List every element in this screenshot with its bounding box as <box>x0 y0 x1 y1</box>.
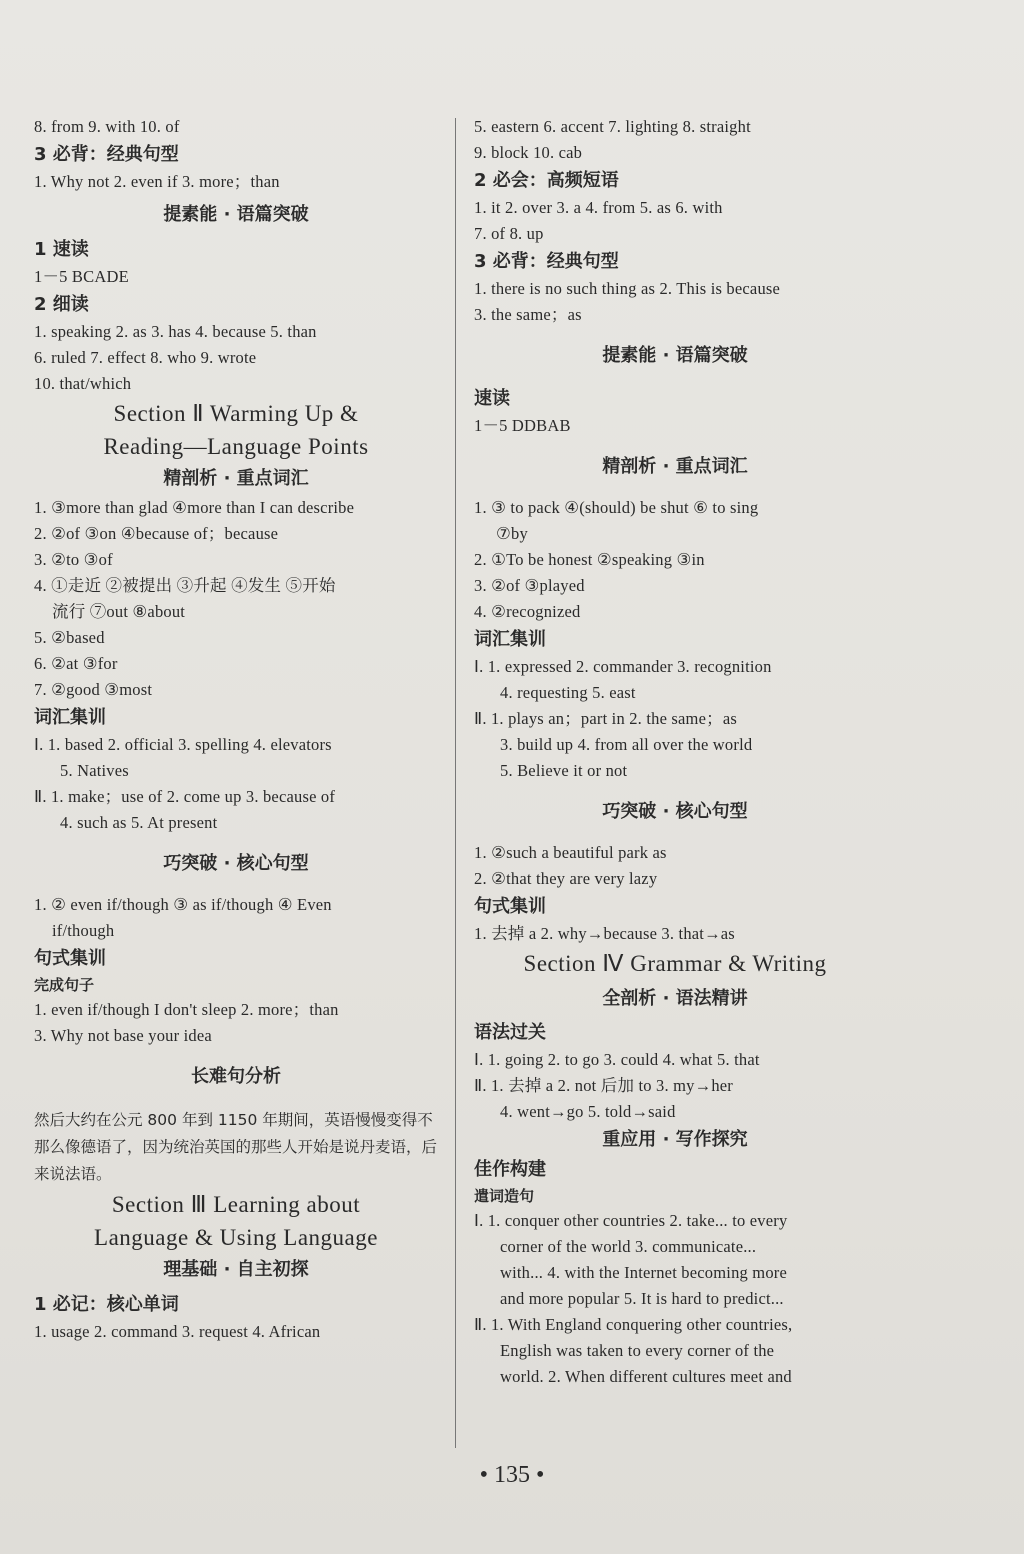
answer-line: 1. ③more than glad ④more than I can describe <box>34 498 355 517</box>
heading-wancheng: 完成句子 <box>34 976 95 994</box>
column-divider <box>455 118 456 1448</box>
answer-line: 10. that/which <box>34 374 132 393</box>
answer-line: 4. went→go 5. told→said <box>500 1102 676 1121</box>
answer-line: 1. ② even if/though ③ as if/though ④ Even <box>34 895 332 914</box>
section-heading: 重应用 · 写作探究 <box>602 1129 748 1150</box>
answer-line: 1. 去掉 a 2. why→because 3. that→as <box>474 924 735 943</box>
heading-yufa: 语法过关 <box>474 1022 546 1043</box>
heading-jiazuo: 佳作构建 <box>474 1159 546 1180</box>
answer-line: 5. Believe it or not <box>500 761 628 780</box>
heading-cihui: 词汇集训 <box>34 707 106 728</box>
answer-line: 1. ③ to pack ④(should) be shut ⑥ to sing <box>474 498 759 517</box>
answer-line: 3. ②to ③of <box>34 550 113 569</box>
answer-line: 5. Natives <box>60 761 129 780</box>
answer-line: 9. block 10. cab <box>474 143 583 162</box>
heading-bibei: 3 必背：经典句型 <box>34 144 179 165</box>
answer-line: and more popular 5. It is hard to predict... <box>500 1289 784 1308</box>
answer-line: 1. even if/though I don't sleep 2. more；than <box>34 1000 339 1019</box>
answer-line: 1. it 2. over 3. a 4. from 5. as 6. with <box>474 198 723 217</box>
answer-line: world. 2. When different cultures meet and <box>500 1367 792 1386</box>
answer-line: Ⅰ. 1. going 2. to go 3. could 4. what 5. that <box>474 1050 760 1069</box>
answer-line: 4. requesting 5. east <box>500 683 636 702</box>
answer-line: 5. ②based <box>34 628 105 647</box>
answer-line: Ⅱ. 1. make；use of 2. come up 3. because of <box>34 787 336 806</box>
heading-sudu: 1 速读 <box>34 239 89 260</box>
answer-line: Ⅰ. 1. based 2. official 3. spelling 4. elevators <box>34 735 332 754</box>
heading-bihui: 2 必会：高频短语 <box>474 170 619 191</box>
heading-bibei: 3 必背：经典句型 <box>474 251 619 272</box>
answer-line: English was taken to every corner of the <box>500 1341 775 1360</box>
answer-line: 2. ②that they are very lazy <box>474 869 658 888</box>
answer-line: if/though <box>52 921 115 940</box>
answer-line: 3. the same；as <box>474 305 582 324</box>
answer-line: 1－5 BCADE <box>34 267 129 286</box>
section-heading: 理基础 · 自主初探 <box>163 1259 309 1280</box>
answer-line: 3. build up 4. from all over the world <box>500 735 753 754</box>
answer-line: 1. there is no such thing as 2. This is because <box>474 279 781 298</box>
answer-line: 5. eastern 6. accent 7. lighting 8. straight <box>474 117 751 136</box>
answer-line: 1－5 DDBAB <box>474 416 571 435</box>
heading-sudu: 速读 <box>474 388 510 409</box>
page-number: • 135 • <box>479 1462 545 1488</box>
answer-line: 4. ②recognized <box>474 602 581 621</box>
heading-jushi: 句式集训 <box>34 948 106 969</box>
answer-line: 3. ②of ③played <box>474 576 585 595</box>
section-title: Section Ⅱ Warming Up & <box>113 401 359 426</box>
section-heading: 精剖析 · 重点词汇 <box>163 468 309 489</box>
answer-line: 1. speaking 2. as 3. has 4. because 5. than <box>34 322 317 341</box>
answer-line: with... 4. with the Internet becoming more <box>500 1263 787 1282</box>
answer-line: 4. ①走近 ②被提出 ③升起 ④发生 ⑤开始 <box>34 576 336 595</box>
left-column <box>34 114 438 1345</box>
section-heading: 巧突破 · 核心句型 <box>163 853 309 874</box>
answer-line: 1. ②such a beautiful park as <box>474 843 667 862</box>
answer-line: Ⅰ. 1. conquer other countries 2. take... to every <box>474 1211 788 1230</box>
answer-line: 7. ②good ③most <box>34 680 153 699</box>
section-title: Language & Using Language <box>94 1225 378 1250</box>
heading-jushi: 句式集训 <box>474 896 546 917</box>
section-heading: 全剖析 · 语法精讲 <box>602 988 748 1009</box>
heading-cihui: 词汇集训 <box>474 629 546 650</box>
answer-line: 1. usage 2. command 3. request 4. African <box>34 1322 321 1341</box>
section-heading: 长难句分析 <box>191 1066 281 1087</box>
heading-biji: 1 必记：核心单词 <box>34 1294 179 1315</box>
section-heading: 精剖析 · 重点词汇 <box>602 456 748 477</box>
right-column <box>474 114 876 1390</box>
section-heading: 提素能 · 语篇突破 <box>163 204 309 225</box>
section-title: Section Ⅳ Grammar & Writing <box>523 951 827 976</box>
section-heading: 巧突破 · 核心句型 <box>602 801 748 822</box>
answer-line: 3. Why not base your idea <box>34 1026 212 1045</box>
answer-line: Ⅰ. 1. expressed 2. commander 3. recognition <box>474 657 772 676</box>
answer-line: Ⅱ. 1. 去掉 a 2. not 后加 to 3. my→her <box>474 1076 733 1095</box>
section-title: Reading—Language Points <box>103 434 369 459</box>
answer-line: 6. ruled 7. effect 8. who 9. wrote <box>34 348 257 367</box>
answer-line: Ⅱ. 1. With England conquering other countries, <box>474 1315 793 1334</box>
answer-line: 4. such as 5. At present <box>60 813 218 832</box>
translation-paragraph: 然后大约在公元 800 年到 1150 年期间，英语慢慢变得不那么像德语了，因为统治英国的那些人开始是说丹麦语，后来说法语。 <box>34 1111 438 1183</box>
answer-line: 6. ②at ③for <box>34 654 118 673</box>
answer-line: 7. of 8. up <box>474 224 544 243</box>
heading-qianci: 遣词造句 <box>474 1187 535 1205</box>
answer-line: corner of the world 3. communicate... <box>500 1237 757 1256</box>
section-title: Section Ⅲ Learning about <box>111 1192 361 1217</box>
answer-line: 流行 ⑦out ⑧about <box>52 602 186 621</box>
answer-line: ⑦by <box>496 524 528 543</box>
heading-xidu: 2 细读 <box>34 294 89 315</box>
answer-line: 2. ①To be honest ②speaking ③in <box>474 550 705 569</box>
answer-line: 2. ②of ③on ④because of；because <box>34 524 279 543</box>
answer-line: 8. from 9. with 10. of <box>34 117 180 136</box>
answer-line: 1. Why not 2. even if 3. more；than <box>34 172 280 191</box>
section-heading: 提素能 · 语篇突破 <box>602 345 748 366</box>
answer-line: Ⅱ. 1. plays an；part in 2. the same；as <box>474 709 737 728</box>
